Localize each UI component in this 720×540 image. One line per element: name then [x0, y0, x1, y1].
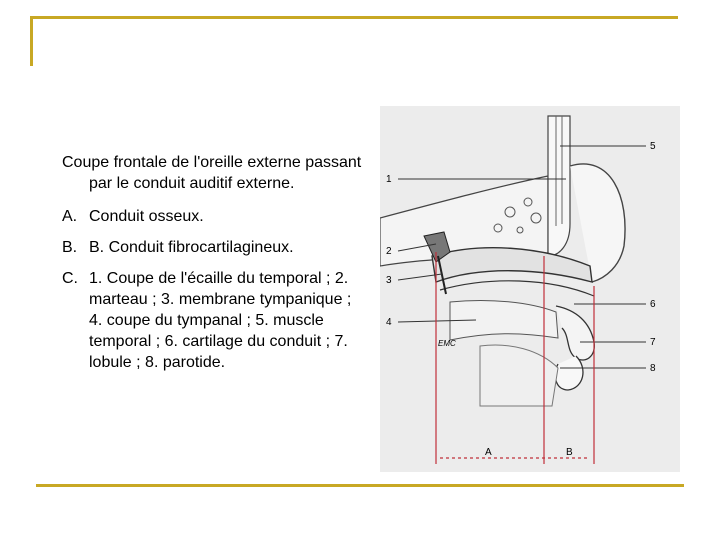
label-5: 5	[650, 141, 656, 152]
label-8: 8	[650, 363, 656, 374]
frame-left-line	[30, 16, 33, 66]
list-marker: A.	[62, 208, 78, 225]
slide-text	[62, 152, 362, 383]
temporal-muscle-shape	[548, 116, 570, 256]
frame-bottom-line	[36, 484, 684, 487]
section-label-b: B	[566, 447, 573, 458]
list-text: Conduit osseux.	[89, 208, 204, 225]
list-text: B. Conduit fibrocartilagineux.	[89, 239, 294, 256]
signature-mark: EMC	[438, 339, 456, 348]
list-marker: B.	[62, 239, 78, 256]
label-7: 7	[650, 337, 656, 348]
figure-background	[380, 106, 680, 472]
label-6: 6	[650, 299, 656, 310]
label-1: 1	[386, 174, 392, 185]
label-2: 2	[386, 246, 392, 257]
label-4: 4	[386, 317, 392, 328]
list-item-b	[62, 237, 362, 258]
ear-section-figure	[380, 106, 680, 472]
section-label-a: A	[485, 447, 492, 458]
list-text: 1. Coupe de l'écaille du temporal ; 2. marteau ; 3. membrane tympanique ; 4. coupe du tympanal ; 5. muscle temporal ; 6. cartilage du conduit ; 7. lobule ; 8. parotide.	[89, 270, 352, 371]
list-marker: C.	[62, 270, 78, 287]
list-item-a	[62, 206, 362, 227]
slide-heading: Coupe frontale de l'oreille externe passant par le conduit auditif externe.	[62, 154, 362, 192]
list-item-c	[62, 268, 362, 373]
frame-top-line	[30, 16, 678, 19]
label-3: 3	[386, 275, 392, 286]
